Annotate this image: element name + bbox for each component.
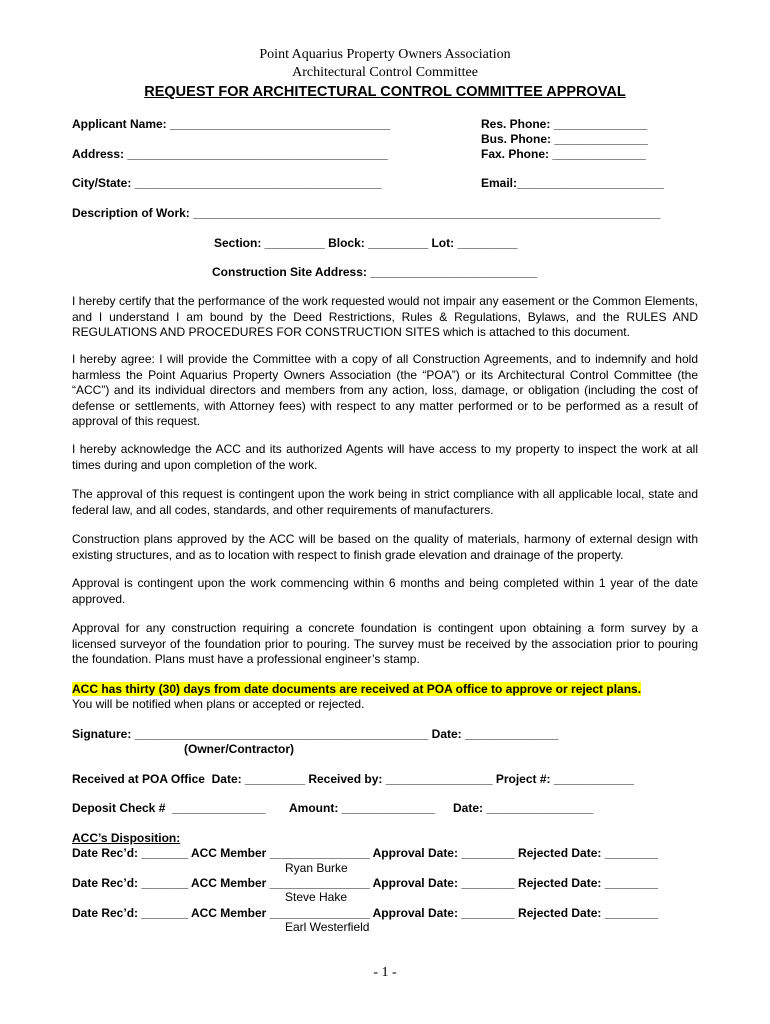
acc-member-name: Steve Hake [285, 890, 348, 904]
acc-member-name: Earl Westerfield [285, 920, 370, 934]
association-name: Point Aquarius Property Owners Association [259, 47, 511, 62]
foundation-paragraph: Approval for any construction requiring a concrete foundation is contingent upon obtaining a form survey by a licensed surveyor of the foundation prior to pouring. The survey must be received by the association prior to pouring the foundation. Plans must have a professional engineer’s stamp. [72, 621, 698, 666]
description-of-work-field[interactable]: Description of Work: ______________________________________________________________________ [72, 206, 661, 220]
address-field[interactable]: Address: _______________________________________ [72, 147, 388, 161]
res-phone-field[interactable]: Res. Phone: ______________ [481, 117, 648, 131]
disposition-row[interactable]: Date Rec’d: _______ ACC Member _______________ Approval Date: ________ Rejected Date: ________ [72, 906, 659, 920]
deposit-check-field[interactable]: Deposit Check # ______________ [72, 801, 266, 815]
received-at-poa-row[interactable]: Received at POA Office Date: _________ Received by: ________________ Project #: ____________ [72, 772, 634, 786]
deposit-date-field[interactable]: Date: ________________ [453, 801, 594, 815]
section-block-lot-field[interactable]: Section: _________ Block: _________ Lot: _________ [214, 236, 518, 250]
disposition-row[interactable]: Date Rec’d: _______ ACC Member _______________ Approval Date: ________ Rejected Date: ________ [72, 846, 659, 860]
bus-phone-field[interactable]: Bus. Phone: ______________ [481, 132, 648, 146]
amount-field[interactable]: Amount: ______________ [289, 801, 436, 815]
compliance-paragraph: The approval of this request is contingent upon the work being in strict compliance with all applicable local, state and federal law, and all codes, standards, and other requirements of manufacturers. [72, 487, 698, 517]
review-period-notice: ACC has thirty (30) days from date documents are received at POA office to approve or reject plans. [72, 682, 642, 696]
disposition-row[interactable]: Date Rec’d: _______ ACC Member _______________ Approval Date: ________ Rejected Date: ________ [72, 876, 659, 890]
agree-paragraph: I hereby agree: I will provide the Committee with a copy of all Construction Agreements, and to indemnify and hold harmless the Point Aquarius Property Owners Association (the “POA”) or its Architectural Control Committee (the “ACC”) and its individual directors and members from any action, loss, damage, or obligation (including the cost of defense or settlements, with Attorney fees) with respect to any matter performed or to be performed as a result of approval of this request. [72, 352, 698, 428]
certify-paragraph: I hereby certify that the performance of the work requested would not impair any easement or the Common Elements, and I understand I am bound by the Deed Restrictions, Rules & Regulations, Bylaws, and the RULES AND REGULATIONS AND PROCEDURES FOR CONSTRUCTION SITES which is attached to this document. [72, 294, 698, 339]
email-field[interactable]: Email:______________________ [481, 176, 664, 190]
signature-field[interactable]: Signature: ____________________________________________ Date: ______________ [72, 727, 559, 741]
construction-plans-paragraph: Construction plans approved by the ACC will be based on the quality of materials, harmony of external design with existing structures, and as to location with respect to finish grade elevation and drainage of the property. [72, 532, 698, 562]
committee-name: Architectural Control Committee [292, 65, 478, 80]
city-state-field[interactable]: City/State: _____________________________________ [72, 176, 382, 190]
form-title: REQUEST FOR ARCHITECTURAL CONTROL COMMITTEE APPROVAL [144, 84, 626, 100]
notification-note: You will be notified when plans or accepted or rejected. [72, 697, 365, 711]
access-paragraph: I hereby acknowledge the ACC and its authorized Agents will have access to my property to inspect the work at all times during and upon completion of the work. [72, 442, 698, 472]
page-number: - 1 - [373, 965, 397, 980]
owner-contractor-label: (Owner/Contractor) [184, 742, 295, 756]
applicant-name-field[interactable]: Applicant Name: _________________________________ [72, 117, 391, 131]
disposition-heading: ACC’s Disposition: [72, 831, 181, 845]
timeline-paragraph: Approval is contingent upon the work commencing within 6 months and being completed within 1 year of the date approved. [72, 576, 698, 606]
acc-member-name: Ryan Burke [285, 861, 348, 875]
construction-site-address-field[interactable]: Construction Site Address: _________________________ [212, 265, 538, 279]
fax-phone-field[interactable]: Fax. Phone: ______________ [481, 147, 646, 161]
